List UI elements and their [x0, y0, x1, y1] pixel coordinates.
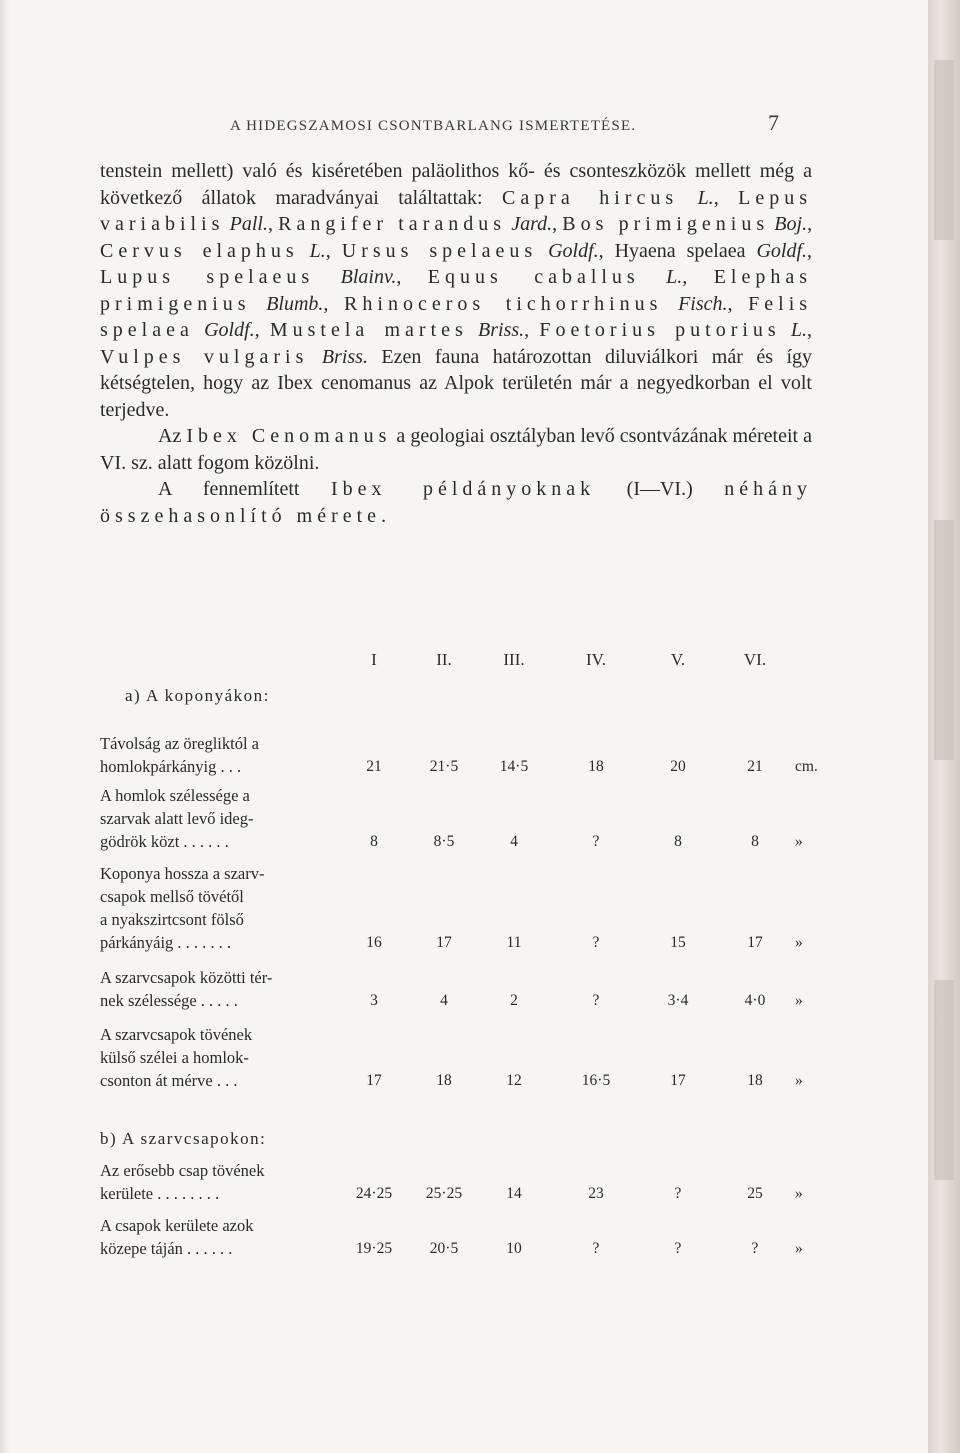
text-run: Jard. — [511, 213, 553, 235]
text-run: Capra hircus — [502, 186, 679, 209]
table-cell: 14 — [506, 1185, 522, 1202]
text-run: Rhinoceros tichorrhinus — [344, 292, 663, 315]
row-label-line: A szarvcsapok tövének — [100, 1025, 253, 1044]
text-run: Vulpes vulgaris — [100, 345, 309, 368]
row-label — [100, 862, 315, 954]
row-label-line: Az erősebb csap tövének — [100, 1161, 265, 1180]
text-run: Pall. — [229, 213, 268, 235]
text-run: tenstein mellett) való és kiséretében paläolithos kő- és csonteszközök mellett még a következő állatok maradványai találtattak: — [100, 160, 812, 209]
text-run: Ibex Cenomanus — [186, 425, 392, 447]
text-run: , — [254, 319, 270, 341]
text-run — [299, 240, 310, 262]
row-label-line: külső szélei a homlok- — [100, 1048, 249, 1067]
text-run — [314, 266, 340, 288]
unit-label: » — [795, 833, 803, 850]
table-cell: 11 — [506, 934, 522, 951]
table-cell: 8 — [751, 833, 759, 850]
text-run: , — [727, 292, 749, 315]
text-run: , — [552, 213, 563, 235]
table-cell: 18 — [588, 758, 604, 775]
text-run — [537, 240, 548, 262]
text-run: , — [323, 292, 345, 315]
table-cell: 24·25 — [355, 1185, 393, 1202]
text-run: Foetorius putorius — [539, 319, 781, 341]
table-cell: 8 — [674, 833, 682, 850]
unit-label: » — [795, 1240, 803, 1257]
paragraph-2 — [100, 423, 812, 476]
text-run — [662, 293, 678, 315]
table-cell: ? — [592, 992, 600, 1009]
table-cell: 4·0 — [744, 992, 766, 1009]
column-header-1: I — [371, 650, 377, 669]
text-run — [308, 346, 321, 368]
table-cell: ? — [592, 1240, 600, 1257]
text-run: , — [713, 186, 739, 209]
text-run — [640, 266, 666, 288]
text-run: Ibex példányoknak — [330, 478, 596, 500]
table-cell: 8 — [370, 833, 378, 850]
row-label — [100, 966, 315, 1012]
text-run: , — [524, 319, 540, 341]
row-label — [100, 1159, 315, 1205]
table-cell: 19·25 — [355, 1240, 393, 1257]
row-label-line: csapok mellső tövétől — [100, 887, 244, 906]
table-cell: 25 — [747, 1185, 763, 1202]
text-run: Briss. — [321, 345, 368, 368]
row-label-line: szarvak alatt levő ideg- — [100, 809, 254, 828]
column-header-4: IV. — [586, 650, 606, 669]
row-label — [100, 1023, 315, 1092]
row-label-line: a nyakszirtcsont fölső — [100, 910, 244, 929]
page-right-edge — [928, 0, 960, 1453]
table-cell: 23 — [588, 1185, 604, 1202]
text-run: , — [807, 239, 812, 262]
text-run: Bos primigenius — [562, 213, 770, 235]
text-run: . — [381, 504, 387, 527]
row-label-line: közepe táján . . . . . . — [100, 1239, 233, 1258]
text-run: (I—VI.) — [595, 478, 725, 500]
unit-label: » — [795, 934, 803, 951]
text-run: Lepus variabilis — [100, 186, 813, 235]
text-run: Goldf. — [204, 319, 255, 341]
text-run: Mustela martes — [269, 319, 468, 341]
row-label-line: homlokpárkányig . . . — [100, 757, 242, 776]
table-cell: 21 — [366, 758, 382, 775]
table-cell: 18 — [436, 1072, 452, 1089]
table-cell: 17 — [747, 934, 763, 951]
text-run: Goldf. — [756, 239, 807, 262]
paragraph-1 — [100, 158, 812, 423]
text-run: A fennemlített — [158, 478, 331, 500]
text-run: Elephas primigenius — [100, 266, 812, 315]
text-run — [468, 319, 478, 341]
table-cell: 12 — [506, 1072, 522, 1089]
table-cell: 17 — [366, 1072, 382, 1089]
unit-label: cm. — [795, 758, 818, 775]
text-run — [194, 319, 204, 341]
table-cell: 10 — [506, 1240, 522, 1257]
text-run: Ursus spelaeus — [341, 239, 538, 262]
table-cell: 16·5 — [581, 1072, 611, 1089]
text-run — [251, 293, 267, 315]
text-run: Cervus elaphus — [100, 239, 299, 262]
row-label-line: nek szélessége . . . . . — [100, 991, 238, 1010]
text-run: Goldf. — [548, 239, 599, 262]
row-label-line: csonton át mérve . . . — [100, 1071, 238, 1090]
row-label-line: Koponya hossza a szarv- — [100, 864, 265, 883]
page-left-shadow — [0, 0, 10, 1453]
text-run: , — [807, 319, 813, 341]
table-cell: 21 — [747, 758, 763, 775]
text-run: Blainv. — [340, 266, 397, 288]
table-cell: 4 — [510, 833, 518, 850]
table-cell: 25·25 — [425, 1185, 463, 1202]
table-cell: ? — [592, 833, 600, 850]
text-run: Az — [158, 425, 187, 447]
text-run — [678, 187, 697, 209]
text-run: Rangifer tarandus — [278, 213, 507, 235]
text-run: Felis spelaea — [100, 292, 813, 341]
text-run: Blumb. — [266, 292, 324, 315]
section-b-title: b) A szarvcsapokon: — [100, 1129, 267, 1148]
table-column-headers — [0, 650, 928, 674]
text-run: Fisch. — [678, 292, 728, 315]
text-run: L. — [697, 186, 714, 209]
text-run: , — [682, 266, 714, 288]
row-label — [100, 784, 315, 853]
text-run: , — [396, 266, 428, 288]
running-header: A HIDEGSZAMOSI CSONTBARLANG ISMERTETÉSE. — [230, 118, 637, 134]
paragraph-3 — [100, 476, 812, 529]
table-cell: 14·5 — [499, 758, 529, 775]
text-run — [781, 319, 791, 341]
text-run: , — [267, 213, 279, 235]
row-label — [100, 732, 315, 778]
text-run: , — [807, 213, 813, 235]
table-cell: 15 — [670, 934, 686, 951]
row-label-line: A csapok kerülete azok — [100, 1216, 254, 1235]
unit-label: » — [795, 1072, 803, 1089]
table-cell: ? — [592, 934, 600, 951]
table-cell: 8·5 — [433, 833, 455, 850]
table-cell: 16 — [366, 934, 382, 951]
column-header-2: II. — [436, 650, 452, 669]
section-a-title: a) A koponyákon: — [125, 686, 270, 705]
table-cell: 3 — [370, 992, 378, 1009]
row-label-line: gödrök közt . . . . . . — [100, 832, 229, 851]
table-cell: ? — [751, 1240, 759, 1257]
column-header-6: VI. — [743, 650, 767, 669]
table-cell: 4 — [440, 992, 448, 1009]
table-cell: 3·4 — [667, 992, 689, 1009]
text-run: Briss. — [478, 319, 525, 341]
table-cell: 2 — [510, 992, 518, 1009]
row-label — [100, 1214, 315, 1260]
row-label-line: párkányáig . . . . . . . — [100, 933, 232, 952]
table-cell: 18 — [747, 1072, 763, 1089]
text-run: a geologiai osztályban levő csontvázának méreteit a VI. sz. alatt fogom közölni. — [100, 425, 812, 474]
text-run: Equus caballus — [427, 266, 640, 288]
row-label-line: A szarvcsapok közötti tér- — [100, 968, 273, 987]
table-cell: 20·5 — [429, 1240, 459, 1257]
row-label-line: kerülete . . . . . . . . — [100, 1184, 220, 1203]
text-run: , — [325, 239, 342, 262]
body-text — [100, 158, 812, 529]
text-run: , Hyaena spelaea — [598, 239, 757, 262]
text-run: Boj. — [774, 213, 808, 235]
text-run: L. — [790, 319, 808, 341]
unit-label: » — [795, 1185, 803, 1202]
row-label-line: Távolság az öregliktól a — [100, 734, 259, 753]
table-cell: 20 — [670, 758, 686, 775]
table-cell: ? — [674, 1185, 682, 1202]
column-header-3: III. — [503, 650, 525, 669]
table-cell: 21·5 — [429, 758, 459, 775]
text-run: L. — [666, 266, 683, 288]
table-cell: 17 — [670, 1072, 686, 1089]
text-run: L. — [309, 239, 326, 262]
text-run: néhány összehasonlító mérete — [100, 478, 812, 527]
table-cell: ? — [674, 1240, 682, 1257]
column-header-5: V. — [670, 650, 686, 669]
page-number: 7 — [768, 110, 779, 135]
unit-label: » — [795, 992, 803, 1009]
row-label-line: A homlok szélessége a — [100, 786, 250, 805]
table-cell: 17 — [436, 934, 452, 951]
text-run: Ezen fauna határozottan diluviálkori már és így kétségtelen, hogy az Ibex cenomanus az Alpok területén már a negyedkorban el volt terjedve. — [100, 345, 813, 421]
text-run: Lupus spelaeus — [100, 266, 315, 288]
